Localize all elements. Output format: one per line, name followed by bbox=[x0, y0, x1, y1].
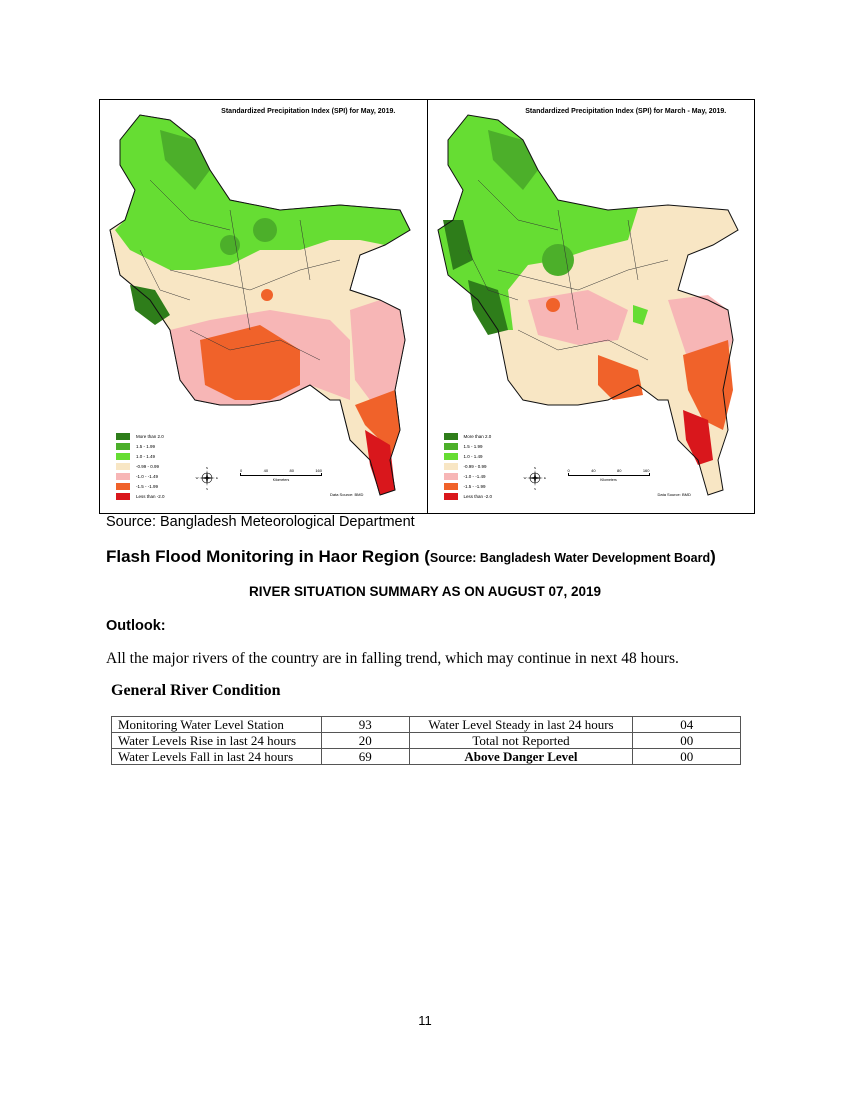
legend-swatch bbox=[444, 463, 458, 470]
map-scale bbox=[240, 468, 322, 482]
scale-tick: 0 bbox=[567, 468, 570, 473]
legend-swatch bbox=[444, 493, 458, 500]
legend-label: -0.99 - 0.99 bbox=[463, 464, 487, 469]
legend-swatch bbox=[116, 433, 130, 440]
scale-unit: Kilometers bbox=[600, 478, 617, 482]
legend-item bbox=[116, 472, 165, 481]
scale-tick: 80 bbox=[289, 468, 294, 473]
legend-item bbox=[444, 492, 493, 501]
legend-swatch bbox=[444, 443, 458, 450]
scale-tick: 80 bbox=[616, 468, 622, 473]
map-datasource: Data Source: BMD bbox=[330, 492, 364, 497]
map-dry-spot bbox=[546, 298, 560, 312]
scale-tick: 160 bbox=[315, 468, 322, 473]
table-cell: 69 bbox=[321, 749, 409, 765]
scale-unit: Kilometers bbox=[272, 478, 290, 482]
table-cell: Monitoring Water Level Station bbox=[112, 717, 322, 733]
compass-w: W bbox=[523, 476, 526, 480]
legend-item bbox=[116, 482, 165, 491]
legend-item bbox=[116, 442, 165, 451]
legend-item bbox=[116, 432, 165, 441]
section-heading bbox=[106, 547, 716, 567]
table-row bbox=[112, 733, 741, 749]
compass-n: N bbox=[533, 466, 536, 470]
table-cell: 00 bbox=[633, 733, 741, 749]
scale-bar bbox=[568, 473, 650, 476]
legend-label: -1.0 - -1.49 bbox=[136, 474, 159, 479]
table-cell: Water Level Steady in last 24 hours bbox=[409, 717, 633, 733]
table-cell: Total not Reported bbox=[409, 733, 633, 749]
map-datasource: Data Source: BMD bbox=[657, 492, 691, 497]
legend-item bbox=[116, 452, 165, 461]
table-cell: 93 bbox=[321, 717, 409, 733]
legend-swatch bbox=[116, 443, 130, 450]
legend-swatch bbox=[116, 473, 130, 480]
compass-s: S bbox=[205, 487, 209, 491]
table-row bbox=[112, 717, 741, 733]
map-scale bbox=[567, 468, 650, 482]
map-legend bbox=[116, 432, 165, 502]
legend-swatch bbox=[116, 463, 130, 470]
scale-bar bbox=[240, 473, 322, 476]
map-title: Standardized Precipitation Index (SPI) for May, 2019. bbox=[221, 108, 396, 115]
map-legend bbox=[444, 432, 493, 502]
legend-label: Less than -2.0 bbox=[136, 494, 165, 499]
legend-label: -0.99 - 0.99 bbox=[136, 464, 160, 469]
legend-swatch bbox=[116, 483, 130, 490]
legend-label: 1.5 - 1.99 bbox=[463, 444, 483, 449]
compass-e: E bbox=[543, 476, 546, 480]
table-cell: Water Levels Rise in last 24 hours bbox=[112, 733, 322, 749]
scale-tick: 40 bbox=[591, 468, 596, 473]
legend-swatch bbox=[444, 433, 458, 440]
outlook-text: All the major rivers of the country are in falling trend, which may continue in next 48 hours. bbox=[106, 650, 679, 667]
legend-item bbox=[444, 482, 493, 491]
scale-tick: 0 bbox=[240, 468, 243, 473]
table-cell: Above Danger Level bbox=[409, 749, 633, 765]
legend-label: 1.0 - 1.49 bbox=[136, 454, 156, 459]
table-cell: 00 bbox=[633, 749, 741, 765]
general-river-condition-heading: General River Condition bbox=[111, 682, 281, 699]
table-cell: Water Levels Fall in last 24 hours bbox=[112, 749, 322, 765]
table-cell: 04 bbox=[633, 717, 741, 733]
legend-swatch bbox=[444, 483, 458, 490]
compass-s: S bbox=[533, 487, 536, 491]
map-title: Standardized Precipitation Index (SPI) for March - May, 2019. bbox=[525, 108, 727, 115]
summary-title: RIVER SITUATION SUMMARY AS ON AUGUST 07, 2019 bbox=[248, 584, 602, 599]
legend-label: -1.5 - -1.99 bbox=[463, 484, 486, 489]
legend-label: -1.0 - -1.49 bbox=[463, 474, 486, 479]
figure-caption: Source: Bangladesh Meteorological Department bbox=[106, 514, 415, 530]
legend-item bbox=[444, 472, 493, 481]
map-wet-spot bbox=[542, 244, 574, 276]
table-row bbox=[112, 749, 741, 765]
compass-e: E bbox=[215, 476, 219, 480]
legend-swatch bbox=[444, 453, 458, 460]
scale-tick: 40 bbox=[263, 468, 269, 473]
spi-map-may bbox=[100, 100, 427, 513]
page-number: 11 bbox=[418, 1013, 432, 1028]
table-cell: 20 bbox=[321, 733, 409, 749]
legend-swatch bbox=[444, 473, 458, 480]
compass-w: W bbox=[195, 476, 199, 480]
section-heading-close: ) bbox=[710, 547, 716, 566]
spi-maps-figure bbox=[99, 99, 755, 514]
legend-item bbox=[444, 442, 493, 451]
scale-tick: 160 bbox=[642, 468, 650, 473]
legend-swatch bbox=[116, 453, 130, 460]
river-condition-table bbox=[111, 716, 741, 765]
legend-item bbox=[444, 462, 493, 471]
spi-map-march-may bbox=[427, 100, 755, 513]
legend-label: -1.5 - -1.99 bbox=[136, 484, 159, 489]
legend-label: More than 2.0 bbox=[463, 434, 492, 439]
legend-label: 1.0 - 1.49 bbox=[463, 454, 483, 459]
map-wet-spot bbox=[253, 218, 277, 242]
compass-icon bbox=[196, 466, 218, 490]
compass-icon bbox=[524, 466, 546, 490]
legend-label: 1.5 - 1.99 bbox=[136, 444, 156, 449]
legend-label: Less than -2.0 bbox=[463, 494, 493, 499]
section-heading-main: Flash Flood Monitoring in Haor Region ( bbox=[106, 547, 430, 566]
compass-n: N bbox=[205, 466, 209, 470]
legend-swatch bbox=[116, 493, 130, 500]
legend-item bbox=[116, 462, 165, 471]
outlook-label: Outlook: bbox=[106, 618, 166, 634]
legend-item bbox=[116, 492, 165, 501]
legend-item bbox=[444, 452, 493, 461]
legend-label: More than 2.0 bbox=[136, 434, 164, 439]
legend-item bbox=[444, 432, 493, 441]
section-heading-source: Source: Bangladesh Water Development Board bbox=[429, 551, 711, 565]
map-dry-spot bbox=[261, 289, 273, 301]
